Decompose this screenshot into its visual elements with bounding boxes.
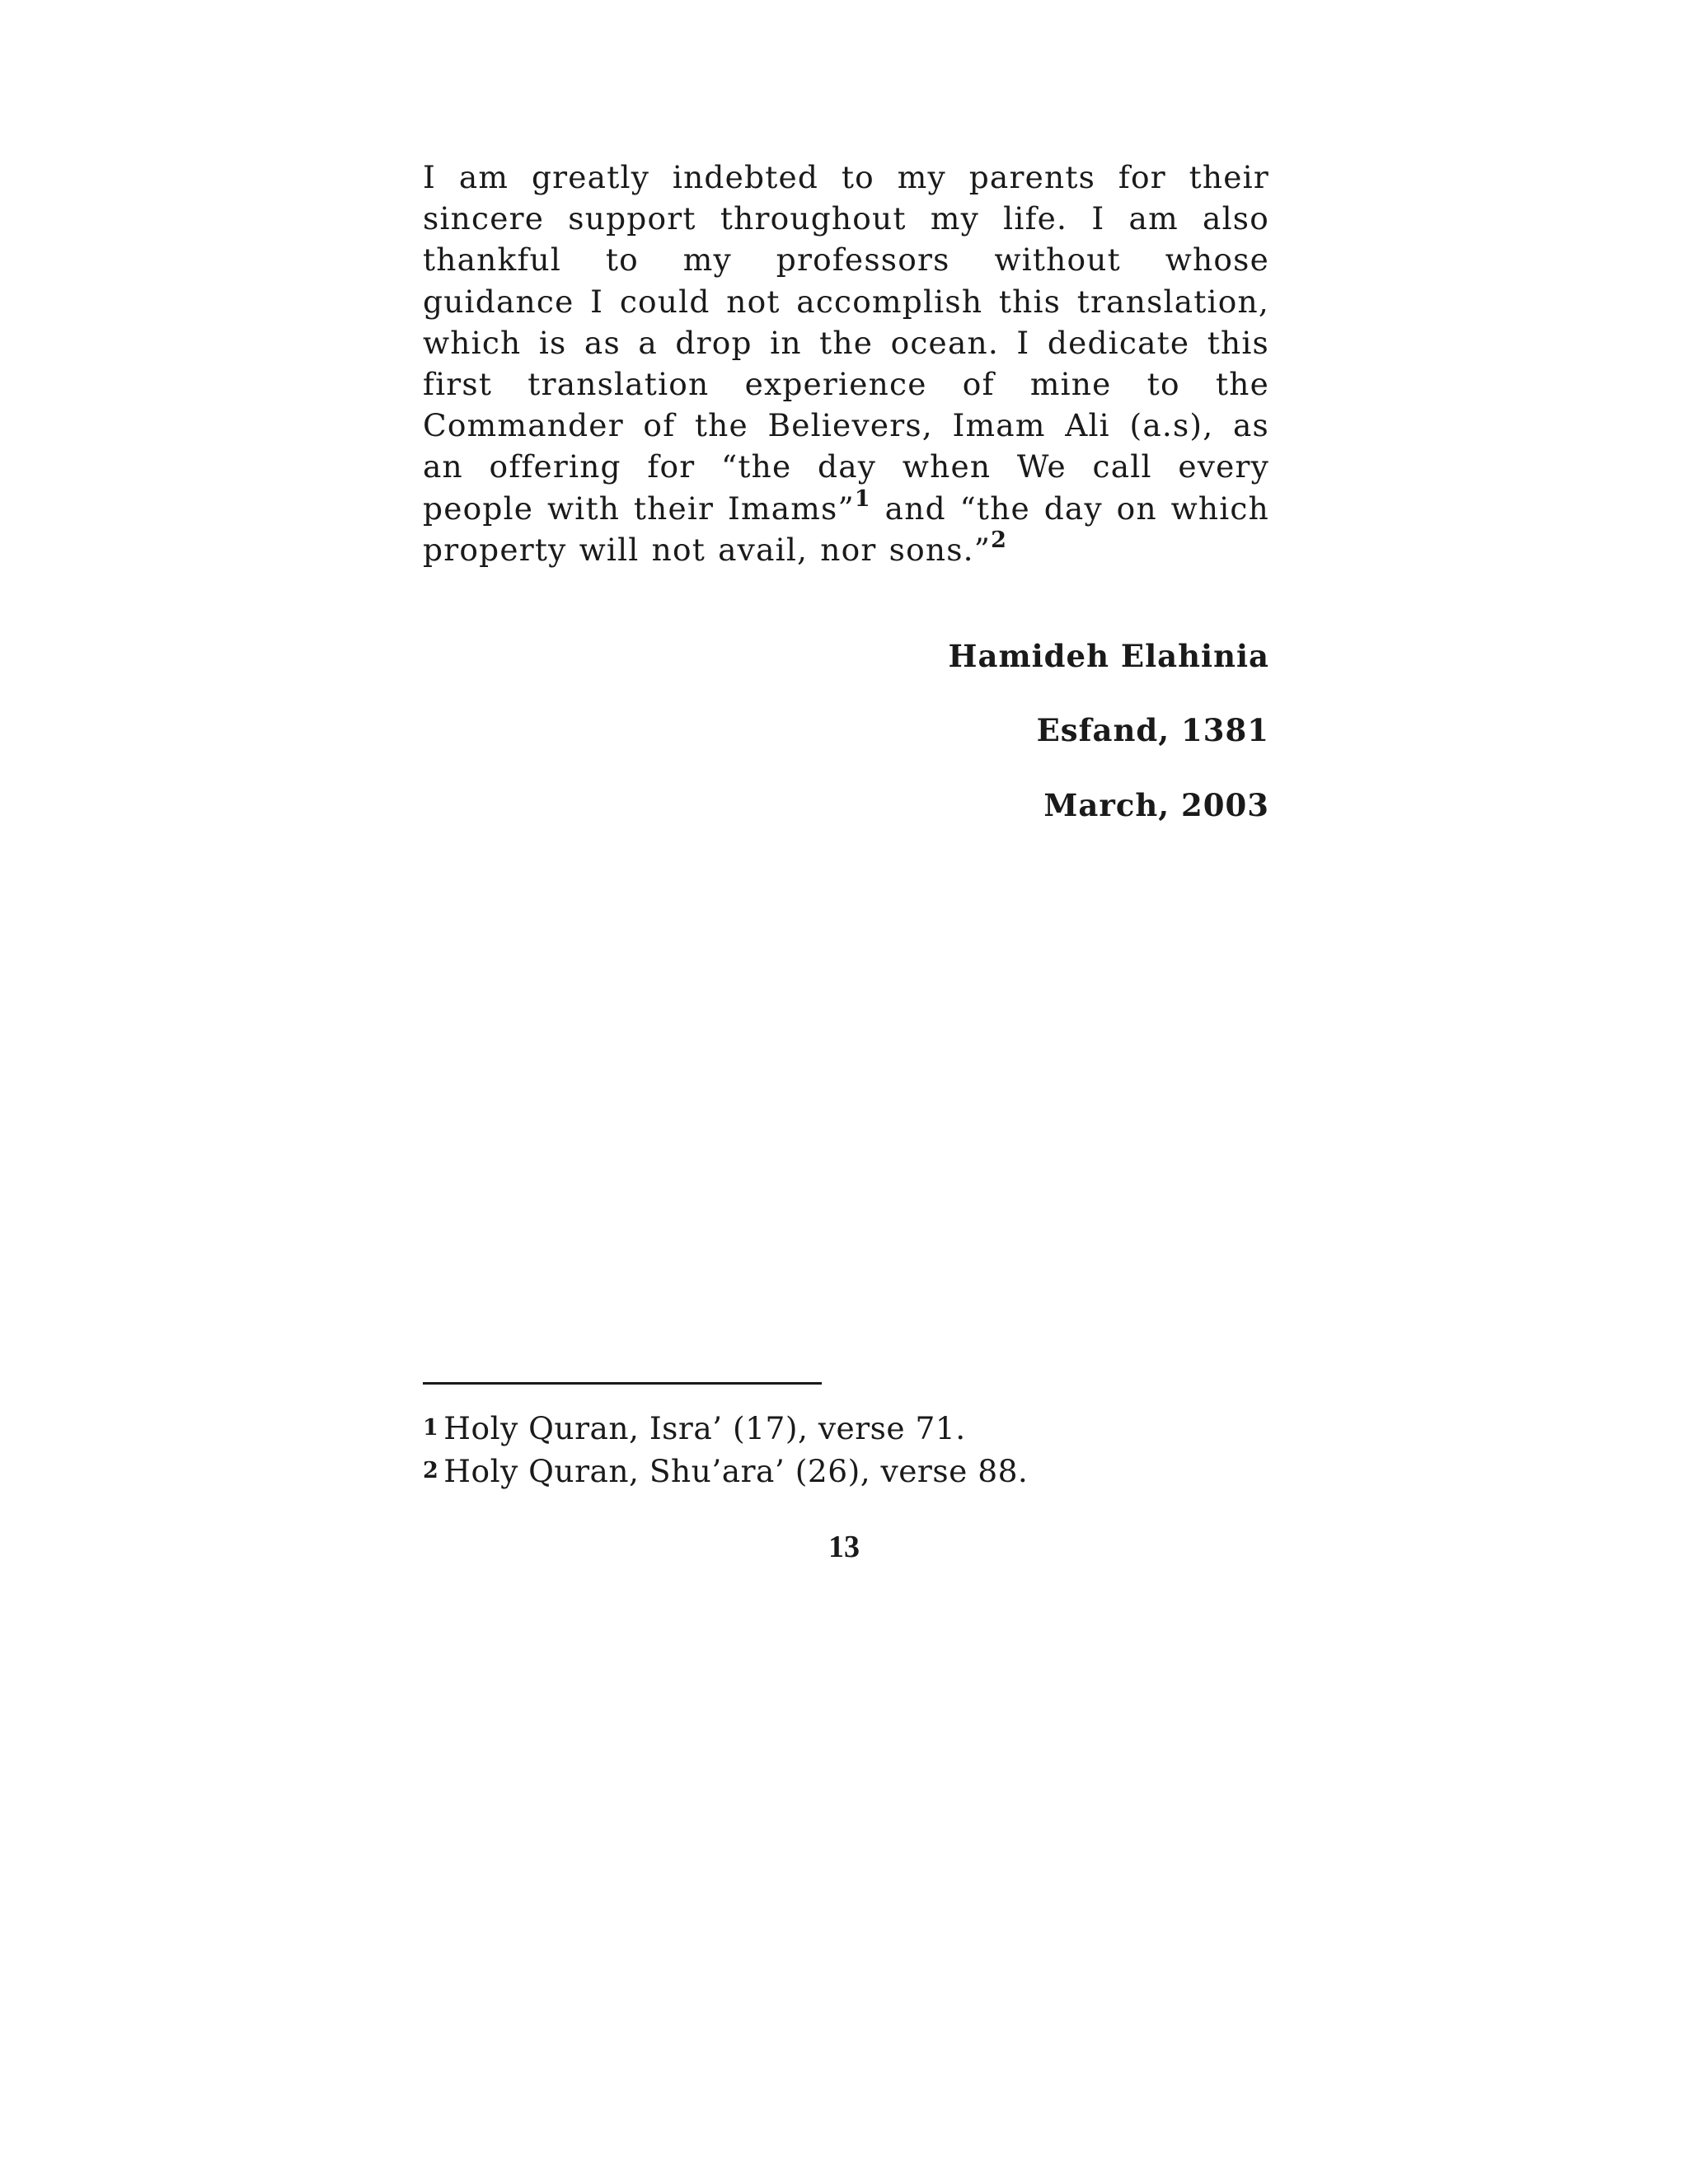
paragraph-text: I am greatly indebted to my parents for their sincere support throughout my life. I am also thankful to my professors without whose guidance I could not accomplish this translation, which is as a drop in the ocean. I dedicate this first translation experience of mine to the Commander of the Believers, Imam Ali (a.s), as an offering for “the day when We call every people with their Imams”: [423, 159, 1269, 527]
footnote-item: [423, 1450, 1329, 1493]
footnote-number: 2: [423, 1458, 439, 1483]
footnote-text: Holy Quran, Isra’ (17), verse 71.: [443, 1410, 966, 1446]
page-number: 13: [828, 1530, 860, 1564]
footnotes-list: [423, 1407, 1329, 1493]
signature-date-persian: Esfand, 1381: [1036, 712, 1269, 748]
signature-date-gregorian: March, 2003: [1043, 787, 1269, 823]
footnote-divider: [423, 1382, 822, 1385]
body-paragraph: [423, 157, 1269, 570]
footnote-ref-2[interactable]: 2: [991, 527, 1008, 554]
paragraph-text-continued: and “the day on which property will not avail, nor sons.”: [423, 490, 1269, 568]
footnote-number: 1: [423, 1415, 439, 1441]
footnote-ref-1[interactable]: 1: [854, 486, 871, 513]
signature-name: Hamideh Elahinia: [948, 638, 1269, 674]
footnote-text: Holy Quran, Shu’ara’ (26), verse 88.: [443, 1453, 1029, 1489]
footnote-item: [423, 1407, 1329, 1450]
